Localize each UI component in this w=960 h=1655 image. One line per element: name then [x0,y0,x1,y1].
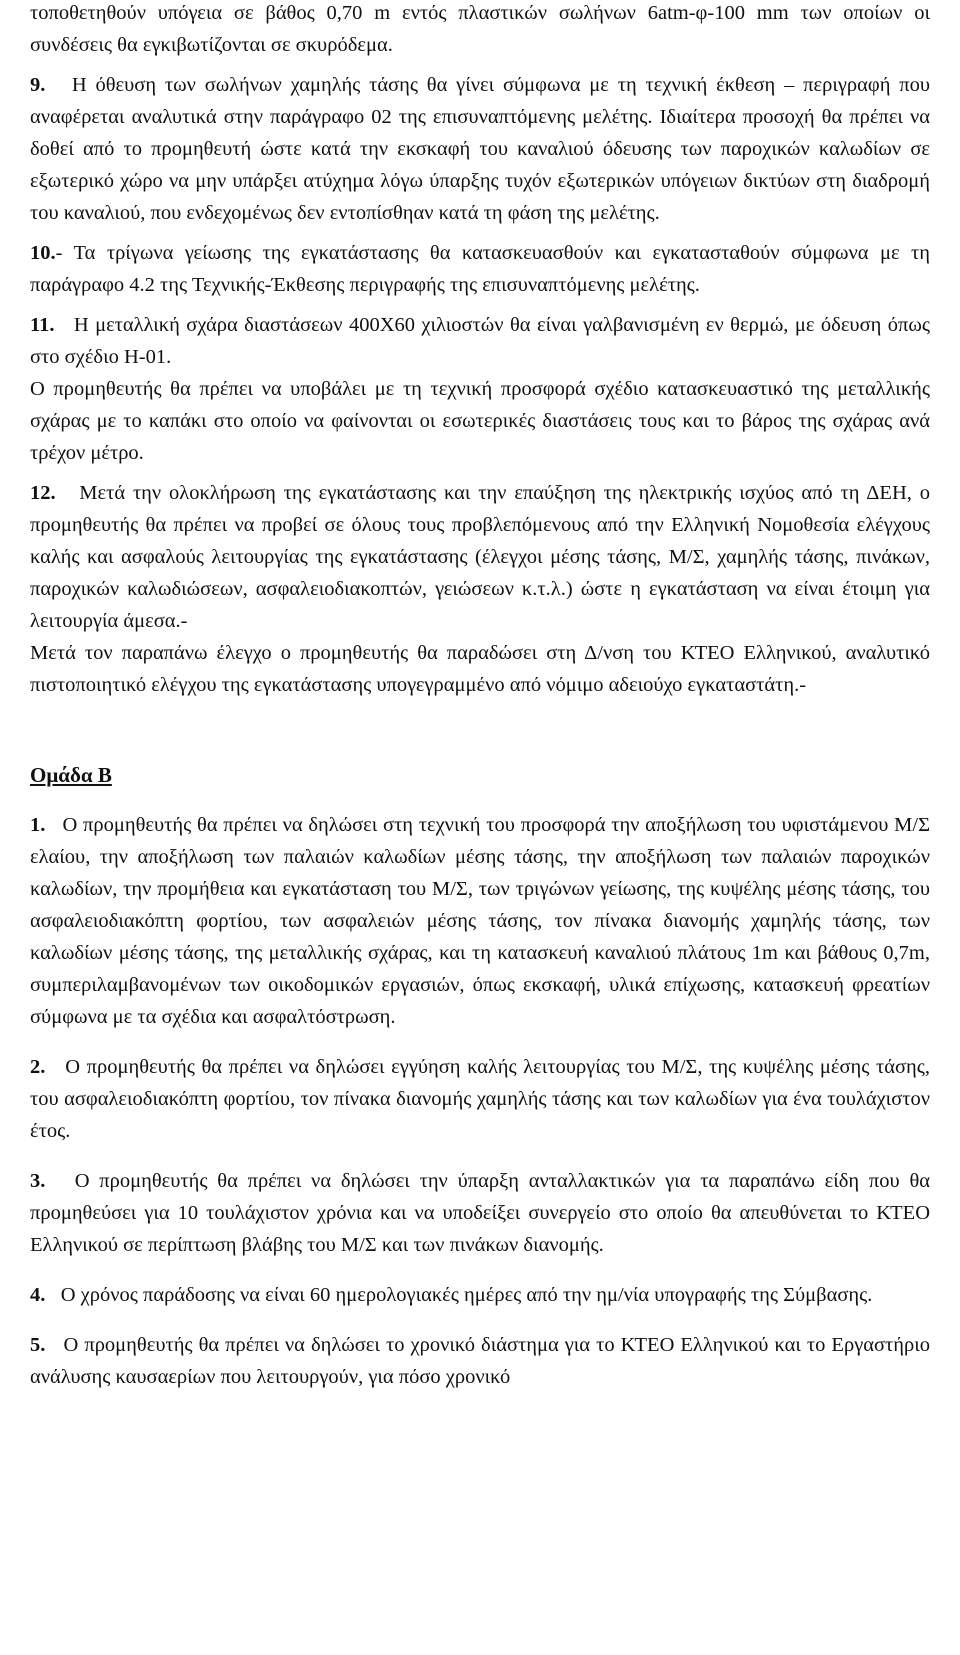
paragraph-b4: 4. Ο χρόνος παράδοσης να είναι 60 ημερολογιακές ημέρες από την ημ/νία υπογραφής της Σύμβασης. [30,1284,873,1306]
paragraph-9: 9. Η όθευση των σωλήνων χαμηλής τάσης θα γίνει σύμφωνα με τη τεχνική έκθεση – περιγραφή που αναφέρεται αναλυτικά στην παράγραφο 02 της επισυναπτόμενης μελέτης. Ιδιαίτερα προσοχή θα πρέπει να δοθεί από το προμηθευτή ώστε κατά την εκσκαφή του καναλιού όδευσης των παροχικών καλωδίων σε εξωτερικό χώρο να μην υπάρξει ατύχημα λόγω ύπαρξης τυχόν εξωτερικών υπόγειων δικτύων στη διαδρομή του καναλιού, που ενδεχομένως δεν εντοπίσθηαν κατά τη φάση της μελέτης. [30,74,930,224]
item-number: 1. [30,814,46,836]
item-number: 2. [30,1056,46,1078]
paragraph-10: 10.- Τα τρίγωνα γείωσης της εγκατάστασης θα κατασκευασθούν και εγκατασταθούν σύμφωνα με τη παράγραφο 4.2 της Τεχνικής-Έκθεσης περιγραφής της επισυναπτόμενης μελέτης. [30,242,930,296]
item-number: 11. [30,314,55,336]
paragraph-11: 11. Η μεταλλική σχάρα διαστάσεων 400Χ60 χιλιοστών θα είναι γαλβανισμένη εν θερμώ, με όδευση όπως στο σχέδιο Η-01. [30,314,931,368]
item-number: 12. [30,482,56,504]
paragraph-12-continued: Μετά τον παραπάνω έλεγχο ο προμηθευτής θα παραδώσει στη Δ/νση του ΚΤΕΟ Ελληνικού, αναλυτικό πιστοποιητικό ελέγχου της εγκατάστασης υπογεγραμμένο από νόμιμο αδειούχο εγκαταστάτη.- [30,642,930,696]
paragraph-b2: 2. Ο προμηθευτής θα πρέπει να δηλώσει εγγύηση καλής λειτουργίας του Μ/Σ, της κυψέλης μέσης τάσης, του ασφαλειοδιακόπτη φορτίου, τον πίνακα διανομής χαμηλής τάσης και των καλωδίων για ένα τουλάχιστον έτος. [30,1056,931,1142]
paragraph-b3: 3. Ο προμηθευτής θα πρέπει να δηλώσει την ύπαρξη ανταλλακτικών για τα παραπάνω είδη που θα προμηθεύσει για 10 τουλάχιστον χρόνια και να υποδείξει συνεργείο στο οποίο θα απευθύνεται το ΚΤΕΟ Ελληνικού σε περίπτωση βλάβης του Μ/Σ και των πινάκων διανομής. [30,1170,931,1256]
item-number: 10. [30,242,56,264]
paragraph-b1: 1. Ο προμηθευτής θα πρέπει να δηλώσει στη τεχνική του προσφορά την αποξήλωση του υφιστάμενου Μ/Σ ελαίου, την αποξήλωση των παλαιών καλωδίων μέσης τάσης, την αποξήλωση των παλαιών παροχικών καλωδίων, την προμήθεια και εγκατάσταση του Μ/Σ, των τριγώνων γείωσης, της κυψέλης μέσης τάσης, του ασφαλειοδιακόπτη φορτίου, των ασφαλειών μέσης τάσης, τον πίνακα διανομής χαμηλής τάσης, των καλωδίων μέσης τάσης, της μεταλλικής σχάρας, και τη κατασκευή καναλιού πλάτους 1m και βάθους 0,7m, συμπεριλαμβανομένων των οικοδομικών εργασιών, όπως εκσκαφή, υλικά επίχωσης, κατασκευή φρεατίων σύμφωνα με τα σχέδια και ασφαλτόστρωση. [30,814,930,1028]
item-number: 3. [30,1170,46,1192]
paragraph-12: 12. Μετά την ολοκλήρωση της εγκατάστασης και την επαύξηση της ηλεκτρικής ισχύος από τη ΔΕΗ, ο προμηθευτής θα πρέπει να προβεί σε όλους τους προβλεπόμενους από την Ελληνική Νομοθεσία ελέγχους καλής και ασφαλούς λειτουργίας της εγκατάστασης (έλεγχοι μέσης τάσης, Μ/Σ, χαμηλής τάσης, πινάκων, παροχικών καλωδιώσεων, ασφαλειοδιακοπτών, γειώσεων κ.τ.λ.) ώστε η εγκατάσταση να είναι έτοιμη για λειτουργία άμεσα.- [30,482,930,632]
paragraph-b5: 5. Ο προμηθευτής θα πρέπει να δηλώσει το χρονικό διάστημα για το ΚΤΕΟ Ελληνικού και το Εργαστήριο ανάλυσης καυσαερίων που λειτουργούν, για πόσο χρονικό [30,1334,930,1388]
item-number: 9. [30,74,46,96]
intro-paragraph: τοποθετηθούν υπόγεια σε βάθος 0,70 m εντός πλαστικών σωλήνων 6atm-φ-100 mm των οποίων οι συνδέσεις θα εγκιβωτίζονται σε σκυρόδεμα. [30,2,930,56]
section-heading-group-b: Ομάδα Β [30,763,112,787]
paragraph-11-continued: Ο προμηθευτής θα πρέπει να υποβάλει με τη τεχνική προσφορά σχέδιο κατασκευαστικό της μεταλλικής σχάρας με το καπάκι στο οποίο να φαίνονται οι εσωτερικές διαστάσεις τους και το βάρος της σχάρας ανά τρέχον μέτρο. [30,378,930,464]
item-number: 4. [30,1284,46,1306]
item-number: 5. [30,1334,46,1356]
